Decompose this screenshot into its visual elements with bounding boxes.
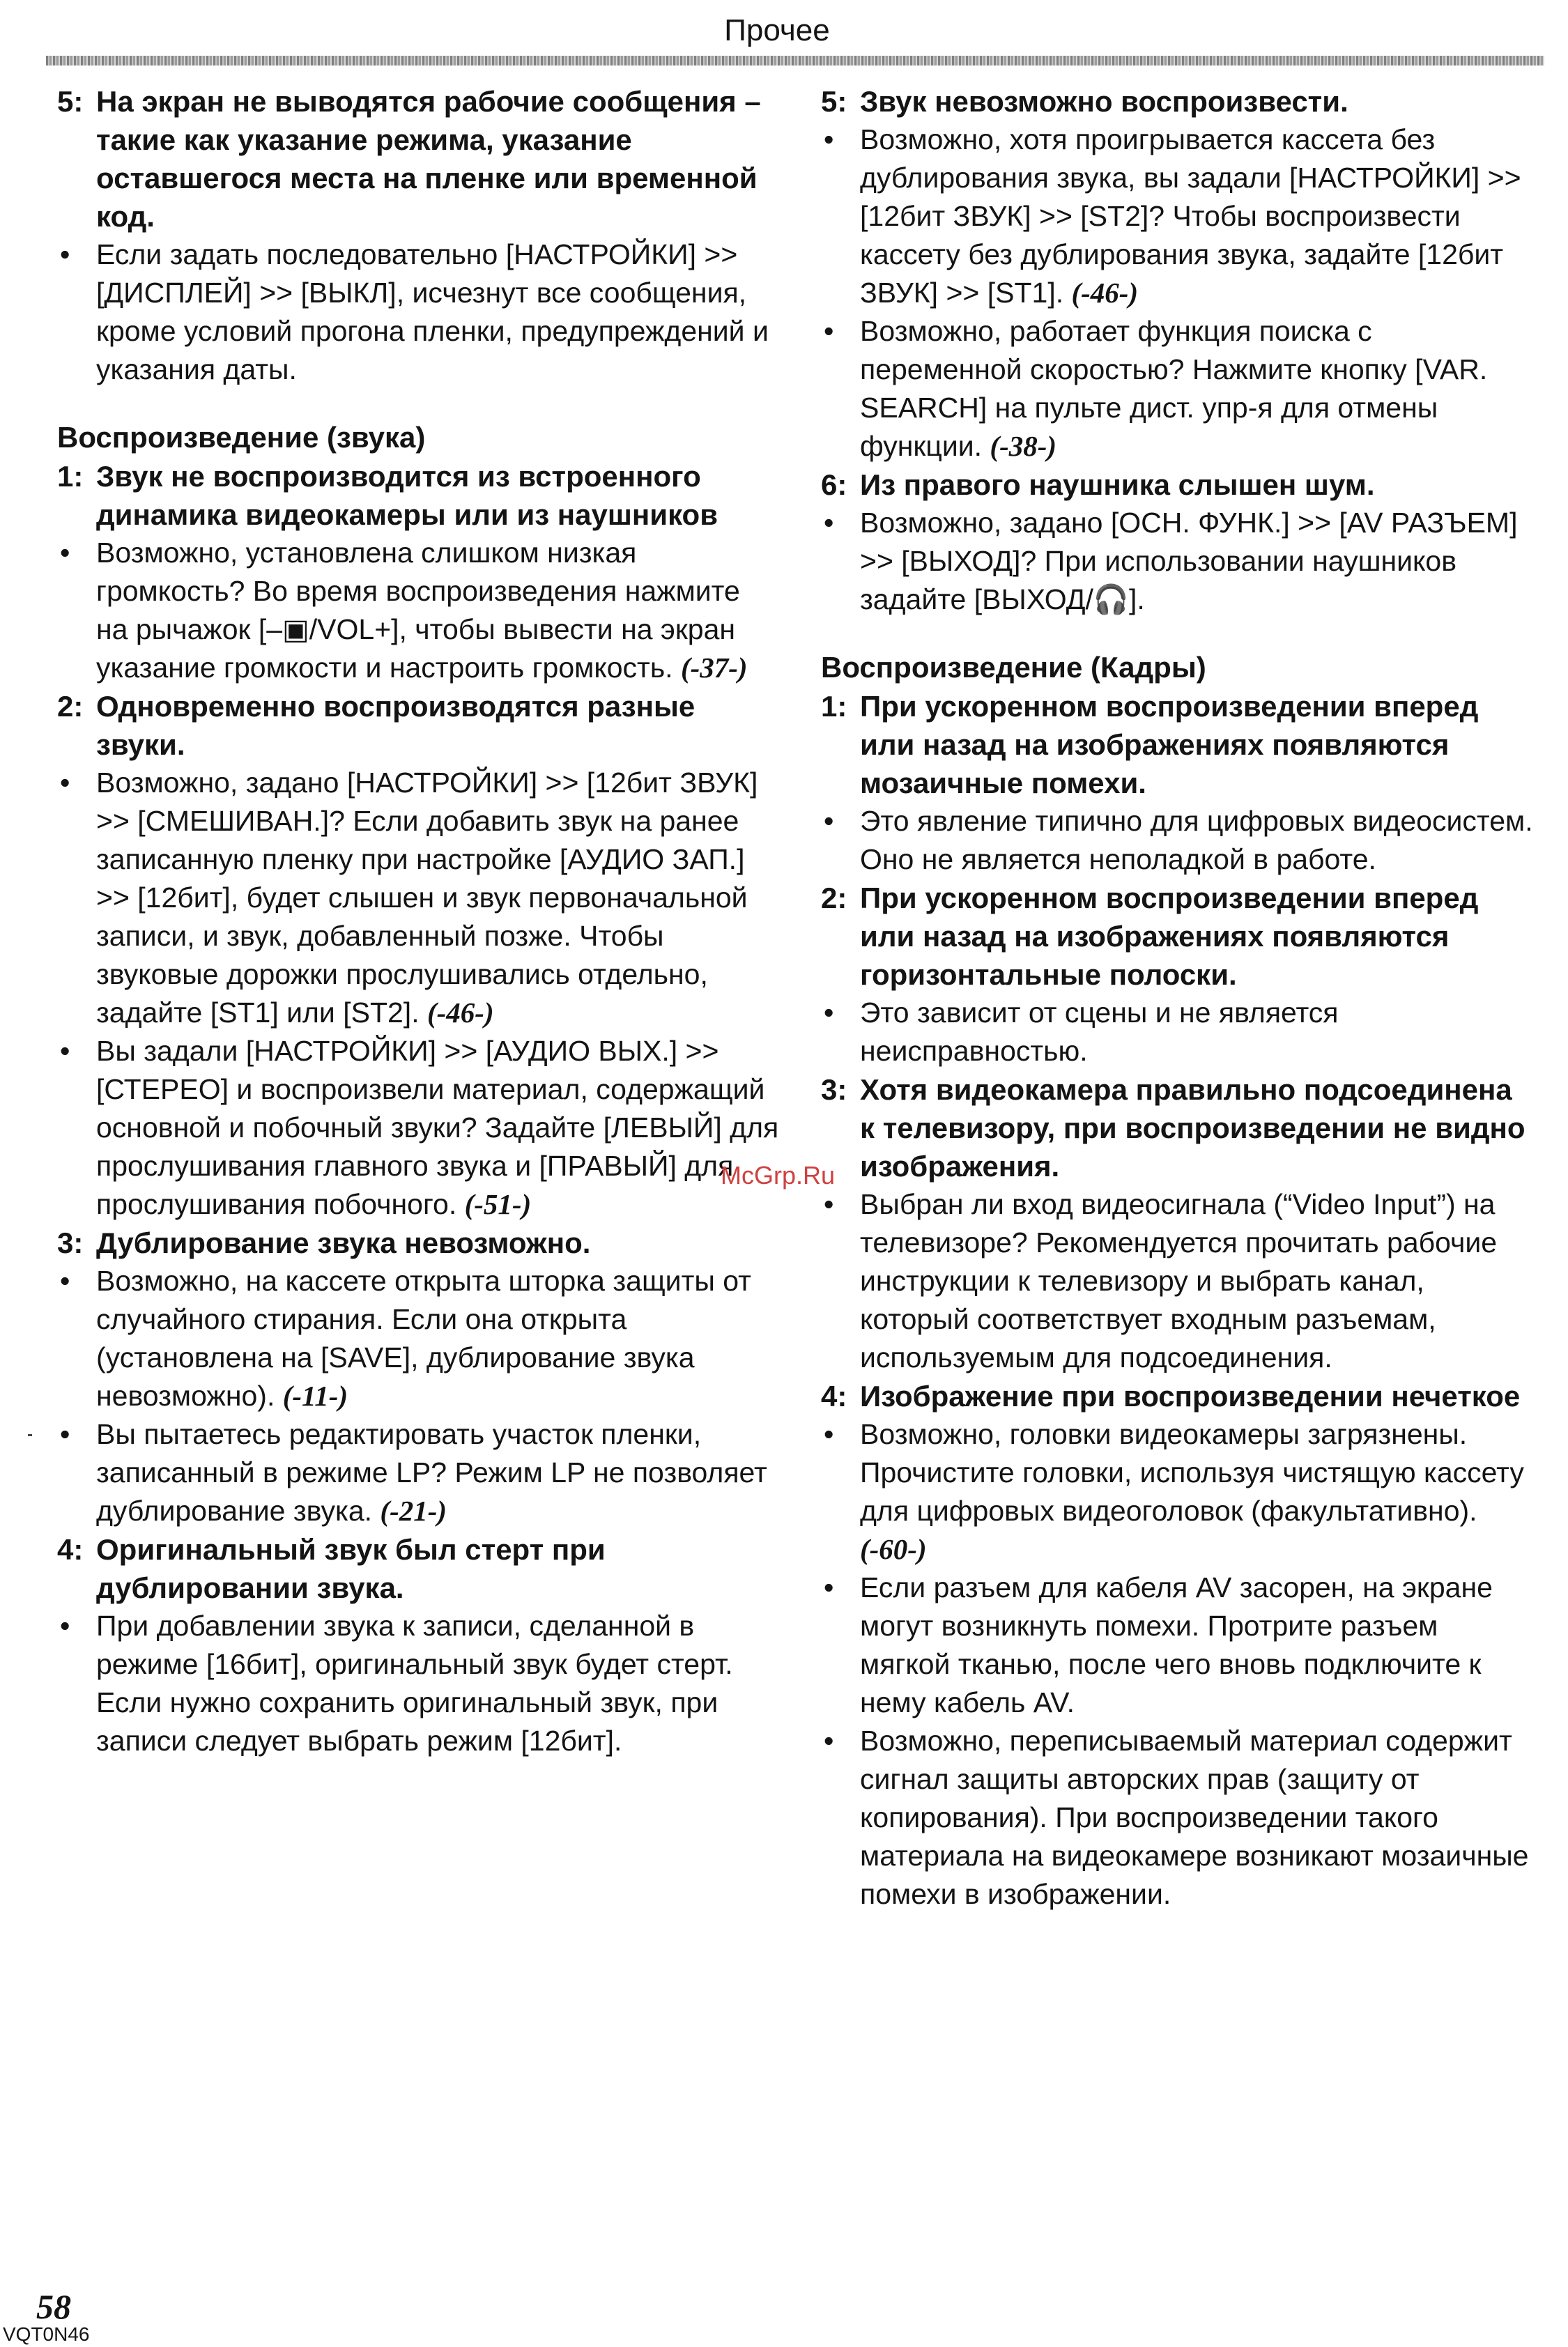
bullet-dot: • (824, 123, 834, 155)
bullet-dot: • (60, 238, 70, 270)
item-number: 4: (821, 1380, 847, 1413)
bullet-item (821, 1415, 1535, 1569)
bullet-text: Выбран ли вход видеосигнала (“Video Input”) на телевизоре? Рекомендуется прочитать рабочие инструкции к телевизору и выбрать канал, который соответствует входным разъемам, используемым для подсоединения. (860, 1188, 1498, 1373)
page-reference: (-38-) (990, 430, 1057, 462)
item-title: При ускоренном воспроизведении вперед или назад на изображениях появляются горизонтальные полоски. (860, 882, 1479, 991)
item-number: 5: (821, 85, 847, 118)
item-number: 2: (57, 690, 84, 723)
section-title-frames: Воспроизведение (Кадры) (821, 651, 1206, 684)
bullet-text: Возможно, переписываемый материал содержит сигнал защиты авторских прав (защиту от копирования). При воспроизведении такого материала на видеокамере возникают мозаичные помехи в изображении. (860, 1725, 1529, 1910)
bullet-item (57, 1415, 779, 1530)
bullet-text: Возможно, задано [ОСН. ФУНК.] >> [AV РАЗЪЕМ] >> [ВЫХОД]? При использовании наушников задайте [ВЫХОД/🎧]. (860, 507, 1518, 615)
bullet-text: Это явление типично для цифровых видеосистем. Оно не является неполадкой в работе. (860, 805, 1533, 875)
watermark: McGrp.Ru (721, 1161, 836, 1190)
bullet-item (57, 236, 779, 389)
item-number: 1: (57, 460, 84, 493)
left-column (57, 82, 779, 1760)
item-right-earphone-noise (821, 465, 1535, 619)
bullet-dot: • (824, 507, 834, 539)
item-number: 3: (821, 1073, 847, 1106)
bullet-item (821, 1569, 1535, 1722)
item-number: 2: (821, 882, 847, 914)
page-header-title: Прочее (724, 13, 830, 47)
bullet-dot: • (60, 767, 70, 799)
bullet-item (57, 1607, 779, 1760)
bullet-dot: • (824, 1418, 834, 1450)
item-title: Из правого наушника слышен шум. (860, 468, 1375, 501)
bullet-dot: • (824, 805, 834, 837)
item-no-picture-on-tv (821, 1070, 1535, 1377)
section-title-sound: Воспроизведение (звука) (57, 421, 426, 454)
bullet-text: Возможно, работает функция поиска с переменной скоростью? Нажмите кнопку [VAR. SEARCH] на пульте дист. упр-я для отмены функции. (-38-) (860, 315, 1488, 462)
bullet-text: Вы задали [НАСТРОЙКИ] >> [АУДИО ВЫХ.] >> [СТЕРЕО] и воспроизвели материал, содержащий основной и побочный звуки? Задайте [ЛЕВЫЙ] для прослушивания главного звука и [ПРАВЫЙ] для прослушивания побочного. (-51-) (96, 1035, 779, 1220)
bullet-item (821, 994, 1535, 1070)
item-title: Хотя видеокамера правильно подсоединена к телевизору, при воспроизведении не видно изображения. (860, 1073, 1525, 1183)
bullet-item (821, 504, 1535, 619)
bullet-dot: • (60, 1265, 70, 1297)
item-dubbing-impossible (57, 1224, 779, 1530)
bullet-dot: • (60, 1035, 70, 1067)
page-reference: (-37-) (680, 652, 748, 684)
item-heading (821, 879, 1535, 994)
item-heading (821, 1377, 1535, 1415)
item-heading (57, 82, 779, 236)
item-horizontal-stripes (821, 879, 1535, 1070)
item-heading (57, 687, 779, 764)
page-reference: (-21-) (380, 1495, 447, 1527)
bullet-item (57, 764, 779, 1032)
item-title: Изображение при воспроизведении нечеткое (860, 1380, 1521, 1413)
item-title: Дублирование звука невозможно. (96, 1226, 591, 1259)
item-sound-cannot-play (821, 82, 1535, 465)
item-mosaic-noise (821, 687, 1535, 879)
item-title: Звук невозможно воспроизвести. (860, 85, 1348, 118)
page-number: 58 (36, 2287, 71, 2326)
bullet-text: Это зависит от сцены и не является неисправностью. (860, 996, 1339, 1067)
bullet-text: Если задать последовательно [НАСТРОЙКИ] >> [ДИСПЛЕЙ] >> [ВЫКЛ], исчезнут все сообщения, кроме условий прогона пленки, предупреждений и указания даты. (96, 238, 769, 385)
bullet-item (57, 1262, 779, 1415)
item-heading (821, 82, 1535, 121)
bullet-dot: • (824, 1571, 834, 1603)
item-title: Звук не воспроизводится из встроенного динамика видеокамеры или из наушников (96, 460, 718, 531)
bullet-dot: • (60, 1610, 70, 1642)
page-reference: (-60-) (860, 1533, 927, 1565)
bullet-dot: • (824, 996, 834, 1029)
item-heading (821, 687, 1535, 802)
item-number: 1: (821, 690, 847, 723)
page-reference: (-46-) (1071, 277, 1139, 309)
header-rule (46, 56, 1544, 66)
bullet-item (821, 1722, 1535, 1914)
bullet-item (821, 1185, 1535, 1377)
margin-mark (28, 1434, 32, 1436)
item-heading (821, 1070, 1535, 1185)
bullet-text: Возможно, задано [НАСТРОЙКИ] >> [12бит ЗВУК] >> [СМЕШИВАН.]? Если добавить звук на ранее записанную пленку при настройке [АУДИО ЗАП.] >> [12бит], будет слышен и звук первоначальной записи, и звук, добавленный позже. Чтобы звуковые дорожки прослушивались отдельно, задайте [ST1] или [ST2]. (-46-) (96, 767, 758, 1029)
item-original-sound-erased (57, 1530, 779, 1760)
bullet-dot: • (60, 537, 70, 569)
bullet-item (821, 312, 1535, 465)
bullet-text: При добавлении звука к записи, сделанной в режиме [16бит], оригинальный звук будет стерт. Если нужно сохранить оригинальный звук, при записи следует выбрать режим [12бит]. (96, 1610, 733, 1757)
item-title: Одновременно воспроизводятся разные звуки. (96, 690, 695, 761)
item-heading (57, 1224, 779, 1262)
bullet-text: Возможно, головки видеокамеры загрязнены. Прочистите головки, используя чистящую кассету для цифровых видеоголовок (факультативно). (-60-) (860, 1418, 1524, 1565)
bullet-dot: • (824, 1188, 834, 1220)
right-column (821, 82, 1535, 1914)
item-no-sound (57, 457, 779, 687)
bullet-text: Возможно, установлена слишком низкая громкость? Во время воспроизведения нажмите на рычажок [–▣/VOL+], чтобы вывести на экран указание громкости и настроить громкость. (-37-) (96, 537, 748, 684)
item-number: 6: (821, 468, 847, 501)
bullet-text: Возможно, хотя проигрывается кассета без дублирования звука, вы задали [НАСТРОЙКИ] >> [12бит ЗВУК] >> [ST2]? Чтобы воспроизвести кассету без дублирования звука, задайте [12бит ЗВУК] >> [ST1]. (-46-) (860, 123, 1521, 309)
bullet-item (821, 802, 1535, 879)
item-mixed-sound (57, 687, 779, 1224)
item-heading (57, 457, 779, 534)
bullet-text: Вы пытаетесь редактировать участок пленки, записанный в режиме LP? Режим LP не позволяет дублирование звука. (-21-) (96, 1418, 767, 1527)
bullet-dot: • (824, 315, 834, 347)
bullet-item (821, 121, 1535, 312)
item-title: На экран не выводятся рабочие сообщения – такие как указание режима, указание оставшегося места на пленке или временной код. (96, 85, 761, 233)
item-number: 3: (57, 1226, 84, 1259)
bullet-item (57, 534, 779, 687)
page-reference: (-51-) (464, 1188, 532, 1220)
bullet-text: Если разъем для кабеля AV засорен, на экране могут возникнуть помехи. Протрите разъем мягкой тканью, после чего вновь подключите к нему кабель AV. (860, 1571, 1493, 1718)
item-title: Оригинальный звук был стерт при дублировании звука. (96, 1533, 606, 1604)
bullet-item (57, 1032, 779, 1224)
item-title: При ускоренном воспроизведении вперед или назад на изображениях появляются мозаичные помехи. (860, 690, 1479, 799)
bullet-text: Возможно, на кассете открыта шторка защиты от случайного стирания. Если она открыта (установлена на [SAVE], дублирование звука невозможно). (-11-) (96, 1265, 751, 1412)
document-code: VQT0N46 (3, 2323, 90, 2345)
item-number: 5: (57, 85, 84, 118)
bullet-dot: • (60, 1418, 70, 1450)
page-reference: (-11-) (282, 1380, 348, 1412)
item-heading (57, 1530, 779, 1607)
item-number: 4: (57, 1533, 84, 1566)
item-display-messages (57, 82, 779, 389)
page-reference: (-46-) (426, 996, 494, 1029)
item-blurry-picture (821, 1377, 1535, 1914)
bullet-dot: • (824, 1725, 834, 1757)
item-heading (821, 465, 1535, 504)
